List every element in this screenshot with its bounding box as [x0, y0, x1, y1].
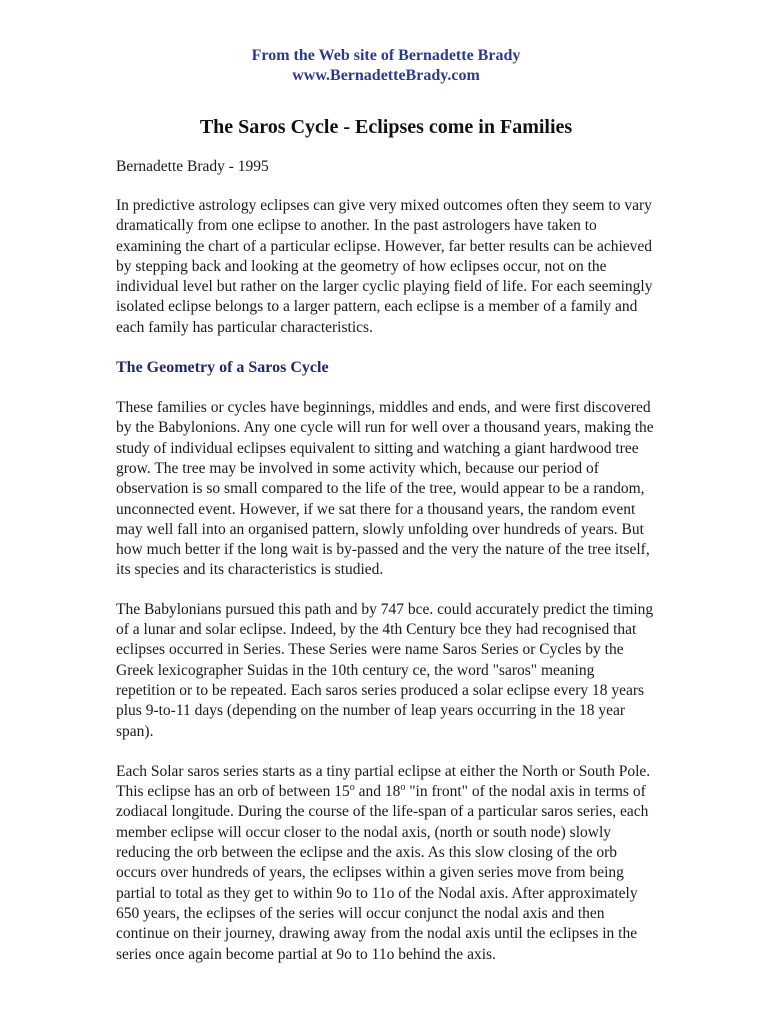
body-paragraph-babylonians: The Babylonians pursued this path and by 747 bce. could accurately predict the timing of a lunar and solar eclipse. Indeed, by the 4th Century bce they had recognised that eclipses occurred in Series. These Series were name Saros Series or Cycles by the Greek lexicographer Suidas in the 10th century ce, the word "saros" meaning repetition or to be repeated. Each saros series produced a solar eclipse every 18 years plus 9-to-11 days (depending on the number of leap years occurring in the 18 year span). — [116, 600, 654, 740]
body-paragraph-families: These families or cycles have beginnings, middles and ends, and were first discovered by the Babylonions. Any one cycle will run for well over a thousand years, making the study of individual eclipses equivalent to sitting and watching a giant hardwood tree grow. The tree may be involved in some activity which, because our period of observation is so small compared to the life of the tree, would appear to be a random, unconnected event. However, if we sat there for a thousand years, the random event may well fall into an organised pattern, slowly unfolding over hundreds of years. But how much better if the long wait is by-passed and the very the nature of the tree itself, its species and its characteristics is studied. — [116, 399, 654, 579]
article-title: The Saros Cycle - Eclipses come in Families — [199, 116, 573, 138]
source-line: From the Web site of Bernadette Brady — [251, 47, 521, 64]
paragraph-text: Each Solar saros series starts as a tiny partial eclipse at either the North or South Pole. This eclipse has an orb of between 15 — [116, 762, 651, 801]
source-header — [116, 46, 656, 86]
section-heading: The Geometry of a Saros Cycle — [116, 359, 329, 377]
degree-symbol: o — [349, 782, 355, 794]
document-page — [116, 0, 656, 965]
degree-symbol: o — [400, 782, 406, 794]
author-byline: Bernadette Brady - 1995 — [116, 158, 269, 175]
body-paragraph-solar-saros — [116, 762, 656, 965]
paragraph-text: and 18 — [354, 783, 401, 801]
paragraph-text: "in front" of the nodal axis in terms of zodiacal longitude. During the course of the life-span of a particular saros series, each member eclipse will occur closer to the nodal axis, (north or south node) slowly reducing the orb between the eclipse and the axis. As this slow closing of the orb occurs over hundreds of years, the eclipses within a given series move from being partial to total as they get to within 9o to 11o of the Nodal axis. After approximately 650 years, the eclipses of the series will occur conjunct the nodal axis and then continue on their journey, drawing away from the nodal axis until the eclipses in the series once again become partial at 9o to 11o behind the axis. — [116, 783, 649, 963]
intro-paragraph: In predictive astrology eclipses can give very mixed outcomes often they seem to vary dramatically from one eclipse to another. In the past astrologers have taken to examining the chart of a particular eclipse. However, far better results can be achieved by stepping back and looking at the geometry of how eclipses occur, not on the individual level but rather on the larger cyclic playing field of life. For each seemingly isolated eclipse belongs to a larger pattern, each eclipse is a member of a family and each family has particular characteristics. — [116, 197, 653, 336]
website-link[interactable]: www.BernadetteBrady.com — [292, 67, 480, 84]
